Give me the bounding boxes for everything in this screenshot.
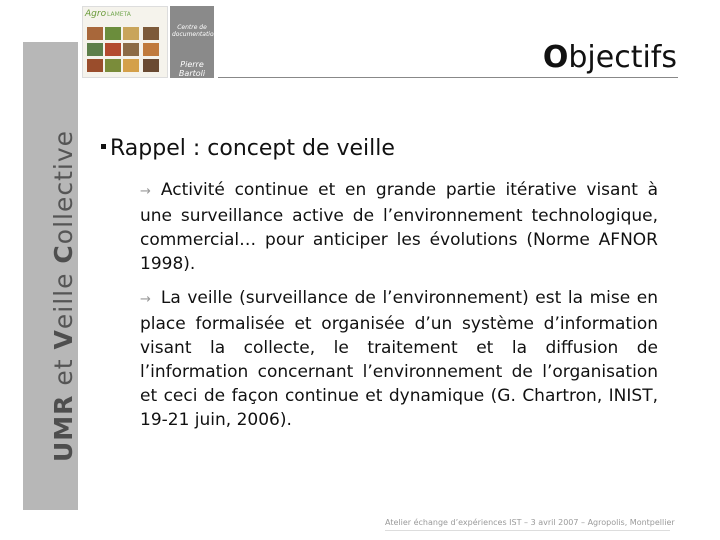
arrow-right-icon: → xyxy=(140,292,151,307)
section-heading: Rappel : concept de veille xyxy=(101,136,395,161)
square-bullet-icon xyxy=(101,144,106,149)
logo-photo xyxy=(87,59,103,72)
logo-photo xyxy=(143,43,159,56)
footer-divider xyxy=(385,530,670,531)
logo-photo xyxy=(87,43,103,56)
page-title: Objectifs xyxy=(542,40,677,75)
paragraph-1: → Activité continue et en grande partie itérative visant à une surveillance active de l’environnement technologique, commercial… pour anticiper les évolutions (Norme AFNOR 1998). xyxy=(140,180,658,274)
logo-photo xyxy=(143,27,159,40)
logo-photo xyxy=(123,59,139,72)
title-divider xyxy=(218,77,678,78)
paragraph-2: → La veille (surveillance de l’environnement) est la mise en place formalisée et organisée d’un système d’information visant la collecte, le traitement et la diffusion de l’information concernant l’environnement de l’organisation et ceci de façon continue et dynamique (G. Chartron, INIST, 19-21 juin, 2006). xyxy=(140,288,658,430)
logo-photo xyxy=(123,43,139,56)
arrow-right-icon: → xyxy=(140,184,151,199)
logo-photo-collage xyxy=(82,6,168,78)
logo-photo xyxy=(87,27,103,40)
logo-panel-text: Centre de documentation xyxy=(172,24,218,38)
logo-photo xyxy=(105,43,121,56)
sidebar-title: UMR et Veille Collective xyxy=(49,129,78,462)
logo-photo xyxy=(143,59,159,72)
logo-photo xyxy=(105,59,121,72)
logo-photo xyxy=(105,27,121,40)
header-logo xyxy=(82,6,218,78)
logo-photo xyxy=(123,27,139,40)
footer-text: Atelier échange d’expériences IST – 3 avril 2007 – Agropolis, Montpellier xyxy=(385,518,675,527)
logo-brand-small: LAMETA xyxy=(107,11,131,18)
logo-brand: Agro xyxy=(85,9,107,19)
logo-panel-name: Pierre Bartoli xyxy=(178,60,206,78)
logo-doc-panel xyxy=(170,6,218,78)
